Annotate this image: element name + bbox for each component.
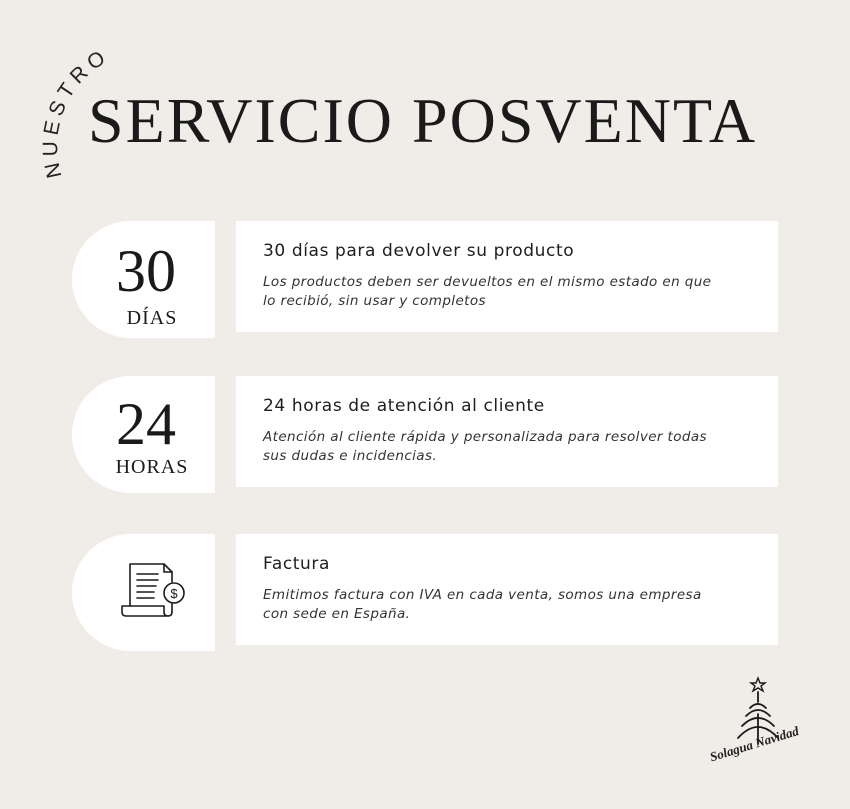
page-title: SERVICIO POSVENTA bbox=[88, 85, 758, 156]
arc-label: NUESTRO bbox=[39, 43, 114, 181]
invoice-dollar-icon bbox=[116, 560, 186, 622]
badge-invoice bbox=[72, 534, 215, 651]
card-title: 30 días para devolver su producto bbox=[263, 241, 575, 261]
card-title: 24 horas de atención al cliente bbox=[263, 396, 545, 416]
badge-unit: DÍAS bbox=[126, 307, 178, 329]
badge-number: 30 bbox=[116, 238, 176, 304]
badge-number: 24 bbox=[116, 391, 176, 457]
brand-name: Solagua Navidad bbox=[708, 723, 801, 765]
badge-unit: HORAS bbox=[115, 456, 189, 478]
card-invoice bbox=[236, 534, 778, 645]
card-title: Factura bbox=[263, 554, 331, 574]
card-description: Emitimos factura con IVA en cada venta, somos una empresa con sede en España. bbox=[263, 587, 702, 622]
card-description: Los productos deben ser devueltos en el mismo estado en que lo recibió, sin usar y completos bbox=[263, 274, 712, 309]
badge-support-hours bbox=[72, 376, 215, 493]
svg-text:$: $ bbox=[170, 586, 178, 601]
card-returns bbox=[236, 221, 778, 332]
badge-return-days bbox=[72, 221, 215, 338]
card-description: Atención al cliente rápida y personalizada para resolver todas sus dudas e incidencias. bbox=[263, 429, 707, 464]
card-support bbox=[236, 376, 778, 487]
